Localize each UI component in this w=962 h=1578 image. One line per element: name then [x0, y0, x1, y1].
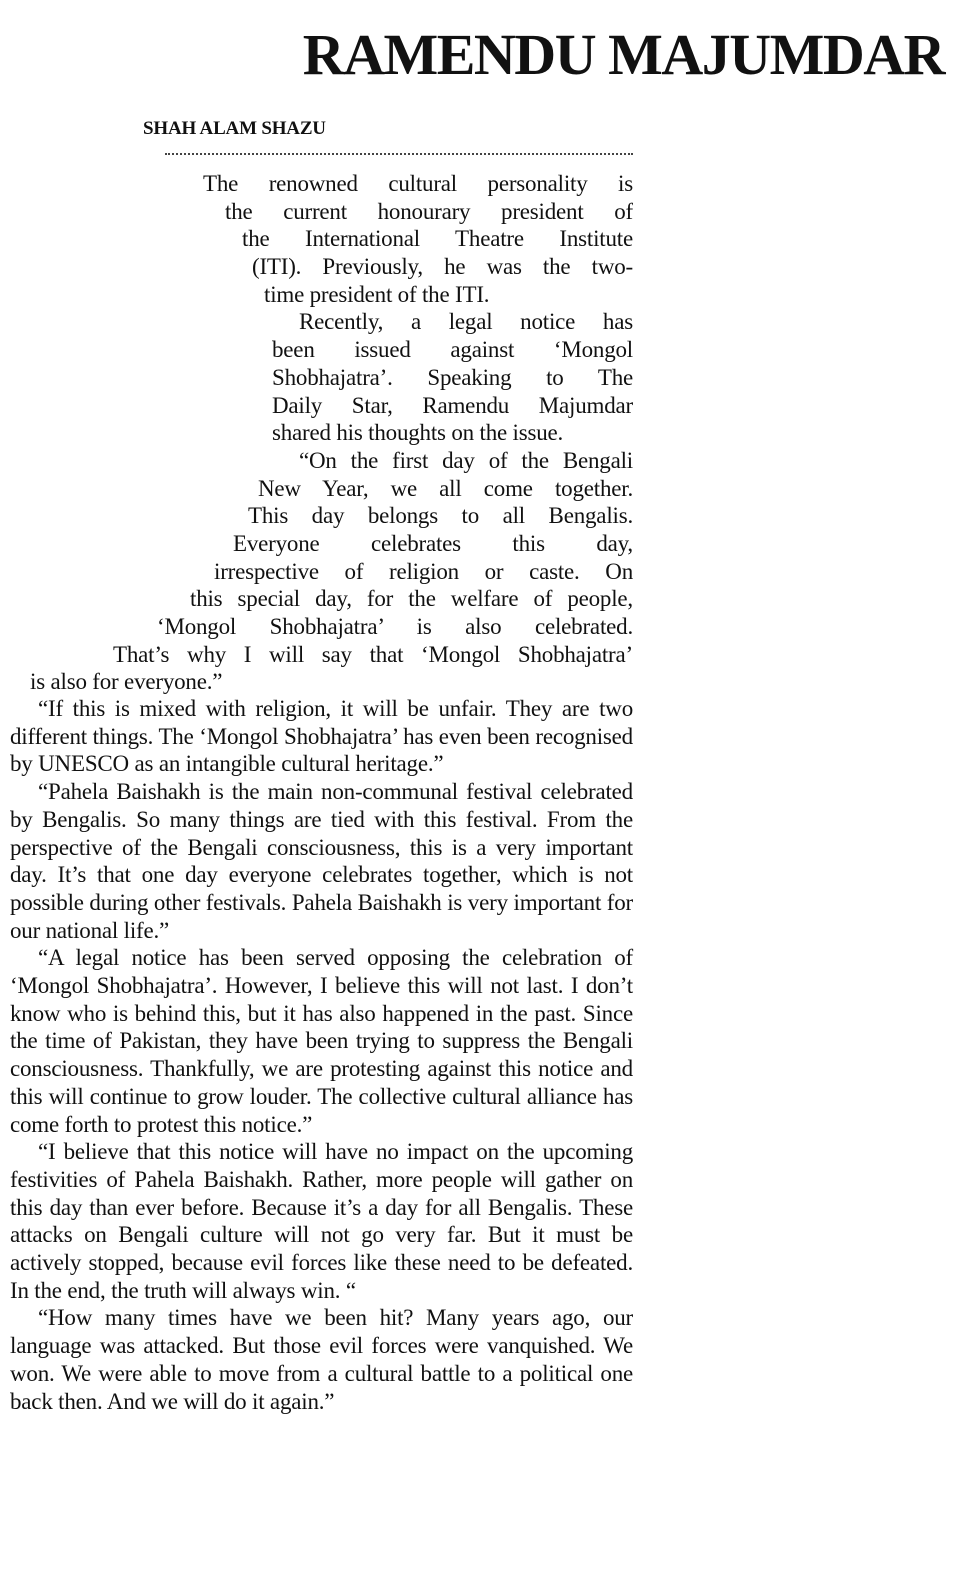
intro-line: New Year, we all come together.	[258, 475, 633, 501]
intro-line: irrespective of religion or caste. On	[214, 558, 633, 584]
intro-line: (ITI). Previously, he was the two-	[252, 254, 633, 280]
intro-line: shared his thoughts on the issue.	[272, 420, 564, 446]
byline: SHAH ALAM SHAZU	[143, 118, 326, 139]
dotted-divider	[165, 153, 633, 155]
article-body	[10, 695, 633, 1415]
intro-line: Shobhajatra’. Speaking to The	[272, 364, 633, 390]
headline: RAMENDU MAJUMDAR	[302, 22, 944, 87]
intro-line: ‘Mongol Shobhajatra’ is also celebrated.	[157, 614, 633, 639]
intro-line: been issued against ‘Mongol	[272, 337, 633, 363]
intro-line: Everyone celebrates this day,	[233, 530, 633, 556]
intro-line: is also for everyone.”	[30, 669, 223, 695]
intro-text-block	[10, 170, 633, 696]
intro-line: this special day, for the welfare of people,	[190, 586, 633, 612]
intro-line: Daily Star, Ramendu Majumdar	[272, 392, 633, 418]
body-paragraph: “How many times have we been hit? Many years ago, our language was attacked. But those evil forces were vanquished. We won. We were able to move from a cultural battle to a political one back then. And we will do it again.”	[10, 1305, 633, 1414]
intro-line: This day belongs to all Bengalis.	[248, 503, 633, 529]
body-paragraph: “A legal notice has been served opposing the celebration of ‘Mongol Shobhajatra’. However, I believe this will not last. I don’t know who is behind this, but it has also happened in the past. Since the time of Pakistan, they have been trying to suppress the Bengali consciousness. Thankfully, we are protesting against this notice and this will continue to grow louder. The collective cultural alliance has come forth to protest this notice.”	[10, 945, 633, 1137]
intro-line: time president of the ITI.	[264, 281, 490, 307]
body-paragraph: “Pahela Baishakh is the main non-communal festival celebrated by Bengalis. So many things are tied with this festival. From the perspective of the Bengali consciousness, this is a very important day. It’s that one day everyone celebrates together, which is not possible during other festivals. Pahela Baishakh is very important for our national life.”	[10, 779, 633, 943]
intro-line: That’s why I will say that ‘Mongol Shobhajatra’	[113, 641, 633, 667]
intro-line: Recently, a legal notice has	[299, 309, 633, 335]
intro-line: “On the first day of the Bengali	[299, 447, 633, 473]
body-paragraph: “I believe that this notice will have no impact on the upcoming festivities of Pahela Baishakh. Rather, more people will gather on this day than ever before. Because it’s a day for all Bengalis. These attacks on Bengali culture will not go very far. But it must be actively stopped, because evil forces like these need to be defeated. In the end, the truth will always win. “	[10, 1139, 633, 1303]
intro-line: The renowned cultural personality is	[203, 171, 633, 196]
intro-line: the current honourary president of	[225, 198, 633, 224]
body-paragraph: “If this is mixed with religion, it will be unfair. They are two different things. The ‘Mongol Shobhajatra’ has even been recognised by UNESCO as an intangible cultural heritage.”	[10, 696, 633, 777]
intro-line: the International Theatre Institute	[242, 226, 633, 252]
